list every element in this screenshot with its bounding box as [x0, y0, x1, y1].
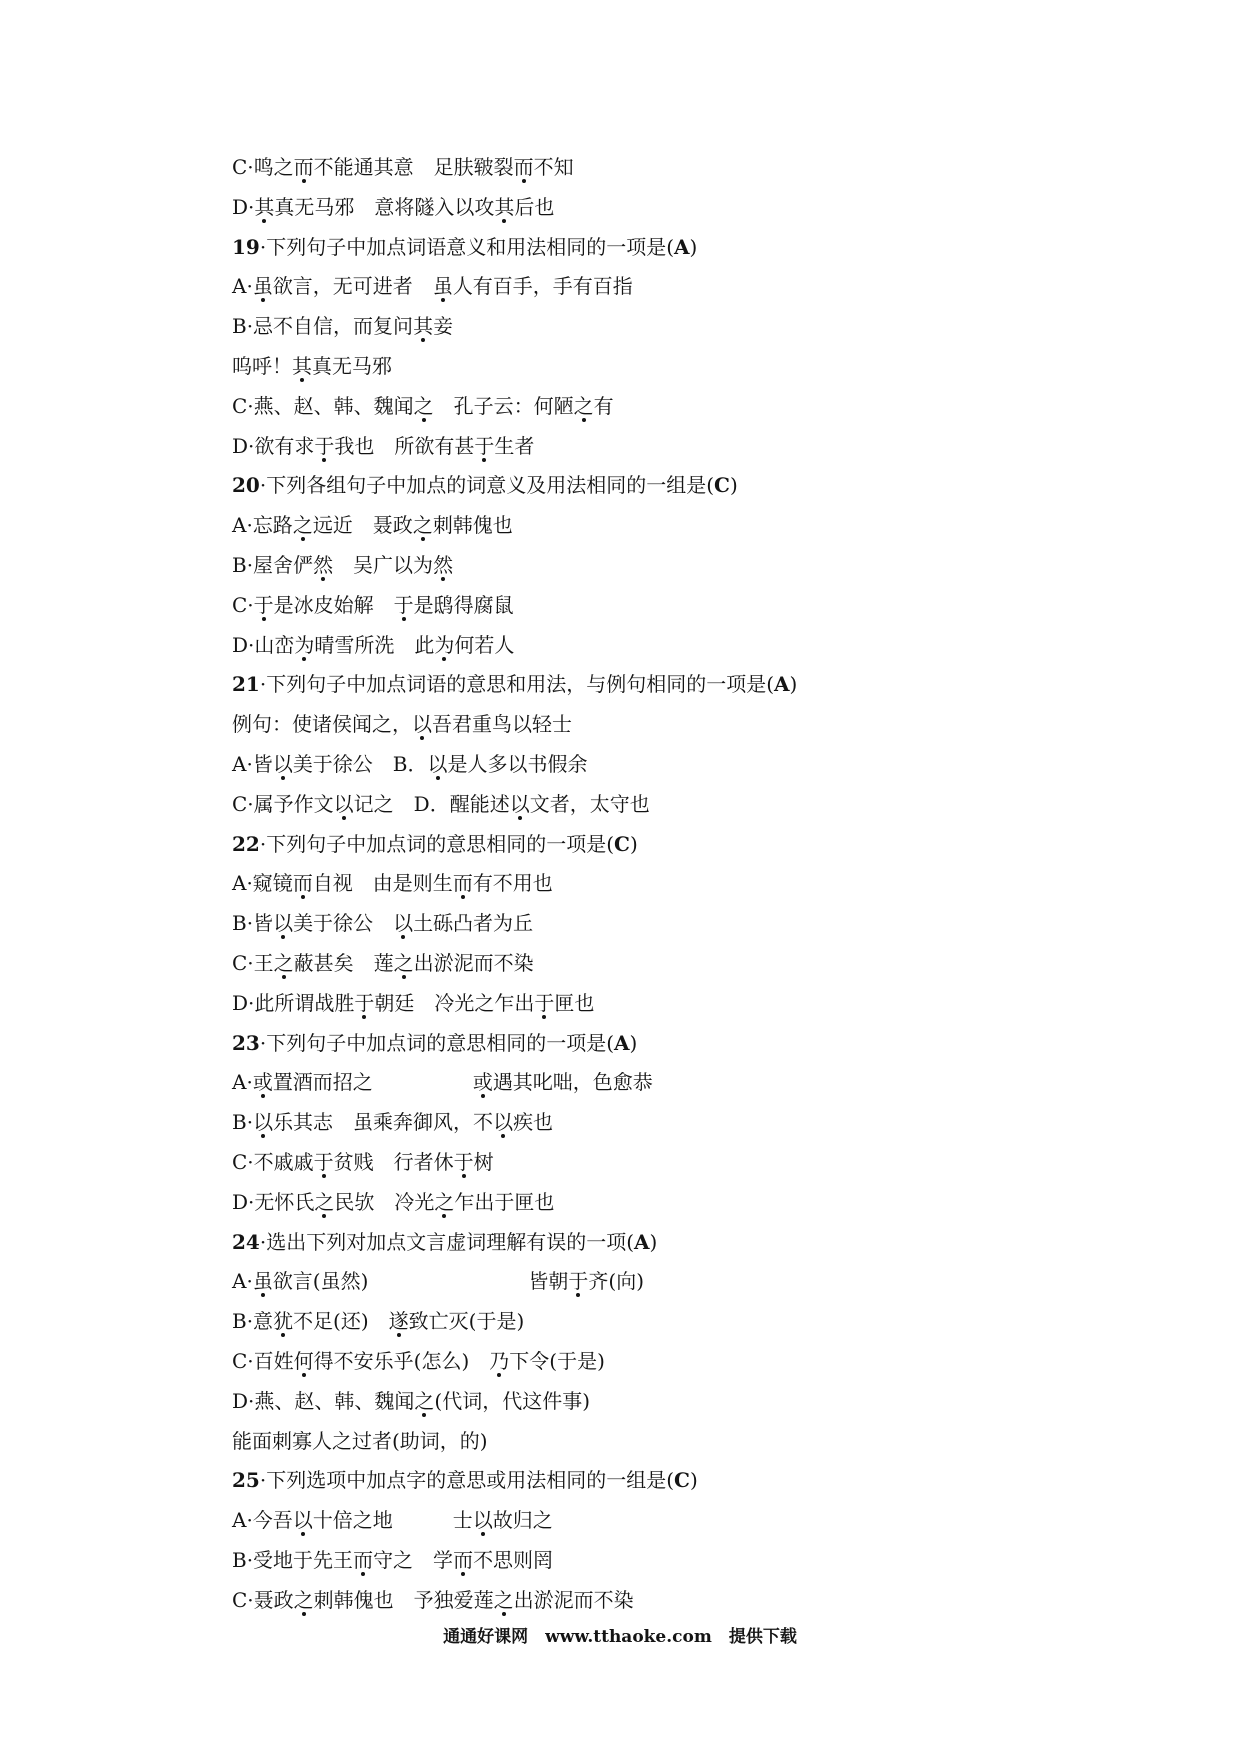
text-line — [232, 1422, 1112, 1462]
text-line — [232, 427, 1112, 467]
dotted-character: 以 — [412, 712, 432, 737]
dotted-character: 之 — [314, 1189, 335, 1214]
closing-paren: ) — [729, 473, 738, 498]
dotted-character: 之 — [412, 513, 433, 538]
question-text: ·选出下列对加点文言虚词理解有误的一项( — [259, 1229, 635, 1254]
dotted-character: 以 — [273, 911, 294, 936]
dotted-character: 虽 — [432, 274, 453, 299]
text-segment: B·皆 — [232, 911, 274, 936]
text-segment: 遇其叱咄，色愈恭 — [492, 1070, 653, 1095]
question-text: ·下列句子中加点词的意思相同的一项是( — [259, 831, 615, 856]
text-segment: 守之 学 — [373, 1547, 454, 1572]
dotted-character: 于 — [314, 433, 335, 458]
text-segment: 吴广以为 — [333, 552, 434, 577]
dotted-character: 而 — [453, 1547, 474, 1572]
text-line — [232, 1581, 1112, 1621]
closing-paren: ) — [789, 672, 798, 697]
text-segment: 远近 聂政 — [312, 513, 413, 538]
text-segment: 不能通其意 足肤皲裂 — [313, 155, 514, 179]
text-segment: 十倍之地 士 — [312, 1508, 473, 1533]
text-line — [232, 904, 1112, 944]
text-segment: 文者，太守也 — [529, 791, 650, 816]
question-stem — [232, 665, 1112, 705]
text-segment: A· — [232, 1070, 253, 1095]
text-segment: D· — [232, 194, 255, 219]
text-segment: 自视 由是则生 — [312, 871, 453, 896]
text-segment: 真无马邪 意将隧入以攻 — [274, 194, 495, 219]
dotted-character: 之 — [434, 1189, 455, 1214]
dotted-character: 何 — [293, 1348, 314, 1373]
text-line — [232, 984, 1112, 1024]
text-segment: 得不安乐乎(怎么) — [313, 1348, 490, 1373]
text-segment: 不知 — [533, 155, 574, 179]
closing-paren: ) — [689, 1468, 698, 1493]
dotted-character: 虽 — [252, 1269, 273, 1294]
text-segment: 妾 — [433, 314, 454, 339]
dotted-character: 之 — [573, 393, 594, 418]
text-line — [232, 387, 1112, 427]
text-line — [232, 864, 1112, 904]
text-line — [232, 188, 1112, 228]
text-segment: 故归之 — [492, 1508, 553, 1533]
dotted-character: 以 — [509, 791, 530, 816]
text-segment: C·燕、赵、韩、魏闻 — [232, 393, 414, 418]
answer-letter: A — [634, 1229, 650, 1254]
text-segment: 致亡灭(于是) — [408, 1309, 525, 1334]
text-line — [232, 267, 1112, 307]
text-line — [232, 1342, 1112, 1382]
dotted-character: 而 — [452, 871, 473, 896]
text-segment: C· — [232, 592, 254, 617]
text-segment: A·忘路 — [232, 513, 293, 538]
dotted-character: 犹 — [273, 1309, 294, 1334]
answer-letter: C — [614, 831, 630, 856]
text-segment: C·聂政 — [232, 1587, 294, 1612]
question-content — [232, 148, 1112, 1620]
closing-paren: ) — [629, 1030, 638, 1055]
answer-letter: A — [614, 1030, 630, 1055]
dotted-character: 之 — [414, 1388, 435, 1413]
text-segment: D·此所谓战胜 — [232, 990, 355, 1015]
text-segment: A·窥镜 — [232, 871, 293, 896]
closing-paren: ) — [649, 1229, 658, 1254]
text-line — [232, 506, 1112, 546]
text-line — [232, 586, 1112, 626]
dotted-character: 于 — [474, 433, 495, 458]
dotted-character: 于 — [568, 1269, 589, 1294]
dotted-character: 而 — [293, 155, 314, 179]
text-segment: 呜呼！ — [232, 353, 292, 378]
dotted-character: 于 — [354, 990, 375, 1015]
text-segment: 匣也 — [554, 990, 595, 1015]
dotted-character: 以 — [472, 1508, 493, 1533]
text-line — [232, 944, 1112, 984]
text-segment: 是鸱得腐鼠 — [413, 592, 514, 617]
text-line — [232, 148, 1112, 188]
text-segment: 孔子云：何陋 — [433, 393, 574, 418]
text-line — [232, 1183, 1112, 1223]
answer-letter: A — [774, 672, 790, 697]
text-segment: 蔽甚矣 莲 — [293, 950, 394, 975]
text-segment: 土砾凸者为丘 — [413, 911, 534, 936]
question-number: 20 — [232, 473, 260, 498]
question-number: 19 — [232, 234, 260, 259]
text-segment: B·受地于先王 — [232, 1547, 354, 1572]
dotted-character: 以 — [393, 911, 414, 936]
text-line — [232, 1103, 1112, 1143]
dotted-character: 虽 — [252, 274, 273, 299]
dotted-character: 以 — [427, 751, 448, 776]
text-segment: 朝廷 冷光之乍出 — [374, 990, 535, 1015]
question-stem — [232, 1461, 1112, 1501]
text-segment: 例句：使诸侯闻之， — [232, 712, 412, 737]
dotted-character: 之 — [393, 950, 414, 975]
text-segment: C·属予作文 — [232, 791, 334, 816]
text-segment: C·百姓 — [232, 1348, 294, 1373]
text-segment: 贫贱 行者休 — [333, 1149, 454, 1174]
dotted-character: 之 — [273, 950, 294, 975]
dotted-character: 以 — [272, 751, 293, 776]
question-text: ·下列句子中加点词语意义和用法相同的一项是( — [259, 234, 675, 259]
text-line — [232, 745, 1112, 785]
text-segment: A· — [232, 1269, 253, 1294]
answer-letter: C — [674, 1468, 690, 1493]
text-segment: D·燕、赵、韩、魏闻 — [232, 1388, 415, 1413]
text-segment: 欲言(虽然) 皆朝 — [272, 1269, 569, 1294]
text-segment: 记之 D．醒能述 — [353, 791, 510, 816]
text-line — [232, 307, 1112, 347]
question-stem — [232, 1223, 1112, 1263]
text-segment: 刺韩傀也 予独爱莲 — [313, 1587, 494, 1612]
text-segment: B·意 — [232, 1309, 274, 1334]
dotted-character: 于 — [313, 1149, 334, 1174]
dotted-character: 于 — [393, 592, 414, 617]
question-number: 22 — [232, 831, 260, 856]
text-segment: C·不戚戚 — [232, 1149, 314, 1174]
question-stem — [232, 1024, 1112, 1064]
text-line — [232, 705, 1112, 745]
question-stem — [232, 825, 1112, 865]
text-line — [232, 1501, 1112, 1541]
text-segment: A· — [232, 274, 253, 299]
question-text: ·下列句子中加点词语的意思和用法，与例句相同的一项是( — [259, 672, 775, 697]
text-segment: 树 — [473, 1149, 494, 1174]
dotted-character: 以 — [292, 1508, 313, 1533]
question-text: ·下列各组句子中加点的词意义及用法相同的一组是( — [259, 473, 715, 498]
text-segment: D·欲有求 — [232, 433, 315, 458]
dotted-character: 其 — [494, 194, 515, 219]
text-line — [232, 785, 1112, 825]
dotted-character: 之 — [292, 513, 313, 538]
text-line — [232, 347, 1112, 387]
text-segment: 生者 — [494, 433, 535, 458]
dotted-character: 为 — [294, 632, 315, 657]
dotted-character: 遂 — [388, 1309, 409, 1334]
dotted-character: 以 — [253, 1110, 274, 1135]
text-segment: 乍出于匣也 — [454, 1189, 555, 1214]
text-segment: 美于徐公 — [293, 911, 394, 936]
dotted-character: 而 — [292, 871, 313, 896]
dotted-character: 其 — [292, 353, 312, 378]
dotted-character: 以 — [493, 1110, 514, 1135]
text-segment: 刺韩傀也 — [432, 513, 513, 538]
text-segment: B·忌不自信，而复问 — [232, 314, 414, 339]
text-line — [232, 1063, 1112, 1103]
closing-paren: ) — [629, 831, 638, 856]
page-footer: 通通好课网 www.tthaoke.com 提供下载 — [443, 1627, 797, 1647]
text-segment: 下令(于是) — [509, 1348, 605, 1373]
dotted-character: 其 — [254, 194, 275, 219]
text-segment: 晴雪所洗 此 — [314, 632, 435, 657]
text-segment: B· — [232, 1110, 254, 1135]
dotted-character: 然 — [433, 552, 454, 577]
text-segment: 人有百手，手有百指 — [452, 274, 633, 299]
dotted-character: 然 — [313, 552, 334, 577]
text-segment: 齐(向) — [588, 1269, 645, 1294]
text-segment: 出淤泥而不染 — [513, 1587, 634, 1612]
question-text: ·下列选项中加点字的意思或用法相同的一组是( — [259, 1468, 675, 1493]
dotted-character: 乃 — [489, 1348, 510, 1373]
dotted-character: 于 — [534, 990, 555, 1015]
text-segment: D·山峦 — [232, 632, 295, 657]
question-stem — [232, 228, 1112, 268]
text-line — [232, 1143, 1112, 1183]
dotted-character: 或 — [472, 1070, 493, 1095]
closing-paren: ) — [689, 234, 698, 259]
text-segment: 乐其志 虽乘奔御风，不 — [273, 1110, 494, 1135]
text-line — [232, 1302, 1112, 1342]
text-line — [232, 546, 1112, 586]
dotted-character: 以 — [333, 791, 354, 816]
text-segment: 后也 — [514, 194, 555, 219]
text-segment: D·无怀氏 — [232, 1189, 315, 1214]
text-segment: 美于徐公 B． — [292, 751, 428, 776]
text-line — [232, 1541, 1112, 1581]
dotted-character: 而 — [353, 1547, 374, 1572]
text-line — [232, 626, 1112, 666]
dotted-character: 其 — [413, 314, 434, 339]
dotted-character: 之 — [493, 1587, 514, 1612]
text-segment: A·今吾 — [232, 1508, 293, 1533]
text-segment: 是人多以书假余 — [447, 751, 588, 776]
dotted-character: 或 — [252, 1070, 273, 1095]
text-segment: 是冰皮始解 — [273, 592, 394, 617]
text-segment: 能面刺寡人之过者(助词，的) — [232, 1428, 488, 1453]
text-segment: 欲言，无可进者 — [272, 274, 433, 299]
text-segment: 我也 所欲有甚 — [334, 433, 475, 458]
text-segment: 吾君重鸟以轻士 — [432, 712, 572, 737]
text-segment: 真无马邪 — [312, 353, 392, 378]
text-segment: 出淤泥而不染 — [413, 950, 534, 975]
dotted-character: 之 — [293, 1587, 314, 1612]
text-segment: 有不用也 — [472, 871, 553, 896]
dotted-character: 于 — [253, 592, 274, 617]
question-number: 23 — [232, 1030, 260, 1055]
question-number: 25 — [232, 1468, 260, 1493]
question-text: ·下列句子中加点词的意思相同的一项是( — [259, 1030, 615, 1055]
text-segment: 何若人 — [454, 632, 515, 657]
answer-letter: C — [714, 473, 730, 498]
dotted-character: 为 — [434, 632, 455, 657]
question-number: 24 — [232, 1229, 260, 1254]
text-segment: 置酒而招之 — [272, 1070, 473, 1095]
text-line — [232, 1262, 1112, 1302]
dotted-character: 之 — [413, 393, 434, 418]
text-segment: 民欤 冷光 — [334, 1189, 435, 1214]
question-stem — [232, 466, 1112, 506]
text-segment: B·屋舍俨 — [232, 552, 314, 577]
text-line — [232, 1382, 1112, 1422]
text-segment: (代词，代这件事) — [434, 1388, 591, 1413]
text-segment: 不思则罔 — [473, 1547, 554, 1572]
text-segment: 不足(还) — [293, 1309, 389, 1334]
question-number: 21 — [232, 672, 260, 697]
text-segment: C·鸣之 — [232, 155, 294, 179]
answer-letter: A — [674, 234, 690, 259]
text-segment: 有 — [593, 393, 614, 418]
text-segment: A·皆 — [232, 751, 273, 776]
dotted-character: 而 — [513, 155, 534, 179]
text-segment: C·王 — [232, 950, 274, 975]
dotted-character: 于 — [453, 1149, 474, 1174]
text-segment: 疾也 — [513, 1110, 554, 1135]
